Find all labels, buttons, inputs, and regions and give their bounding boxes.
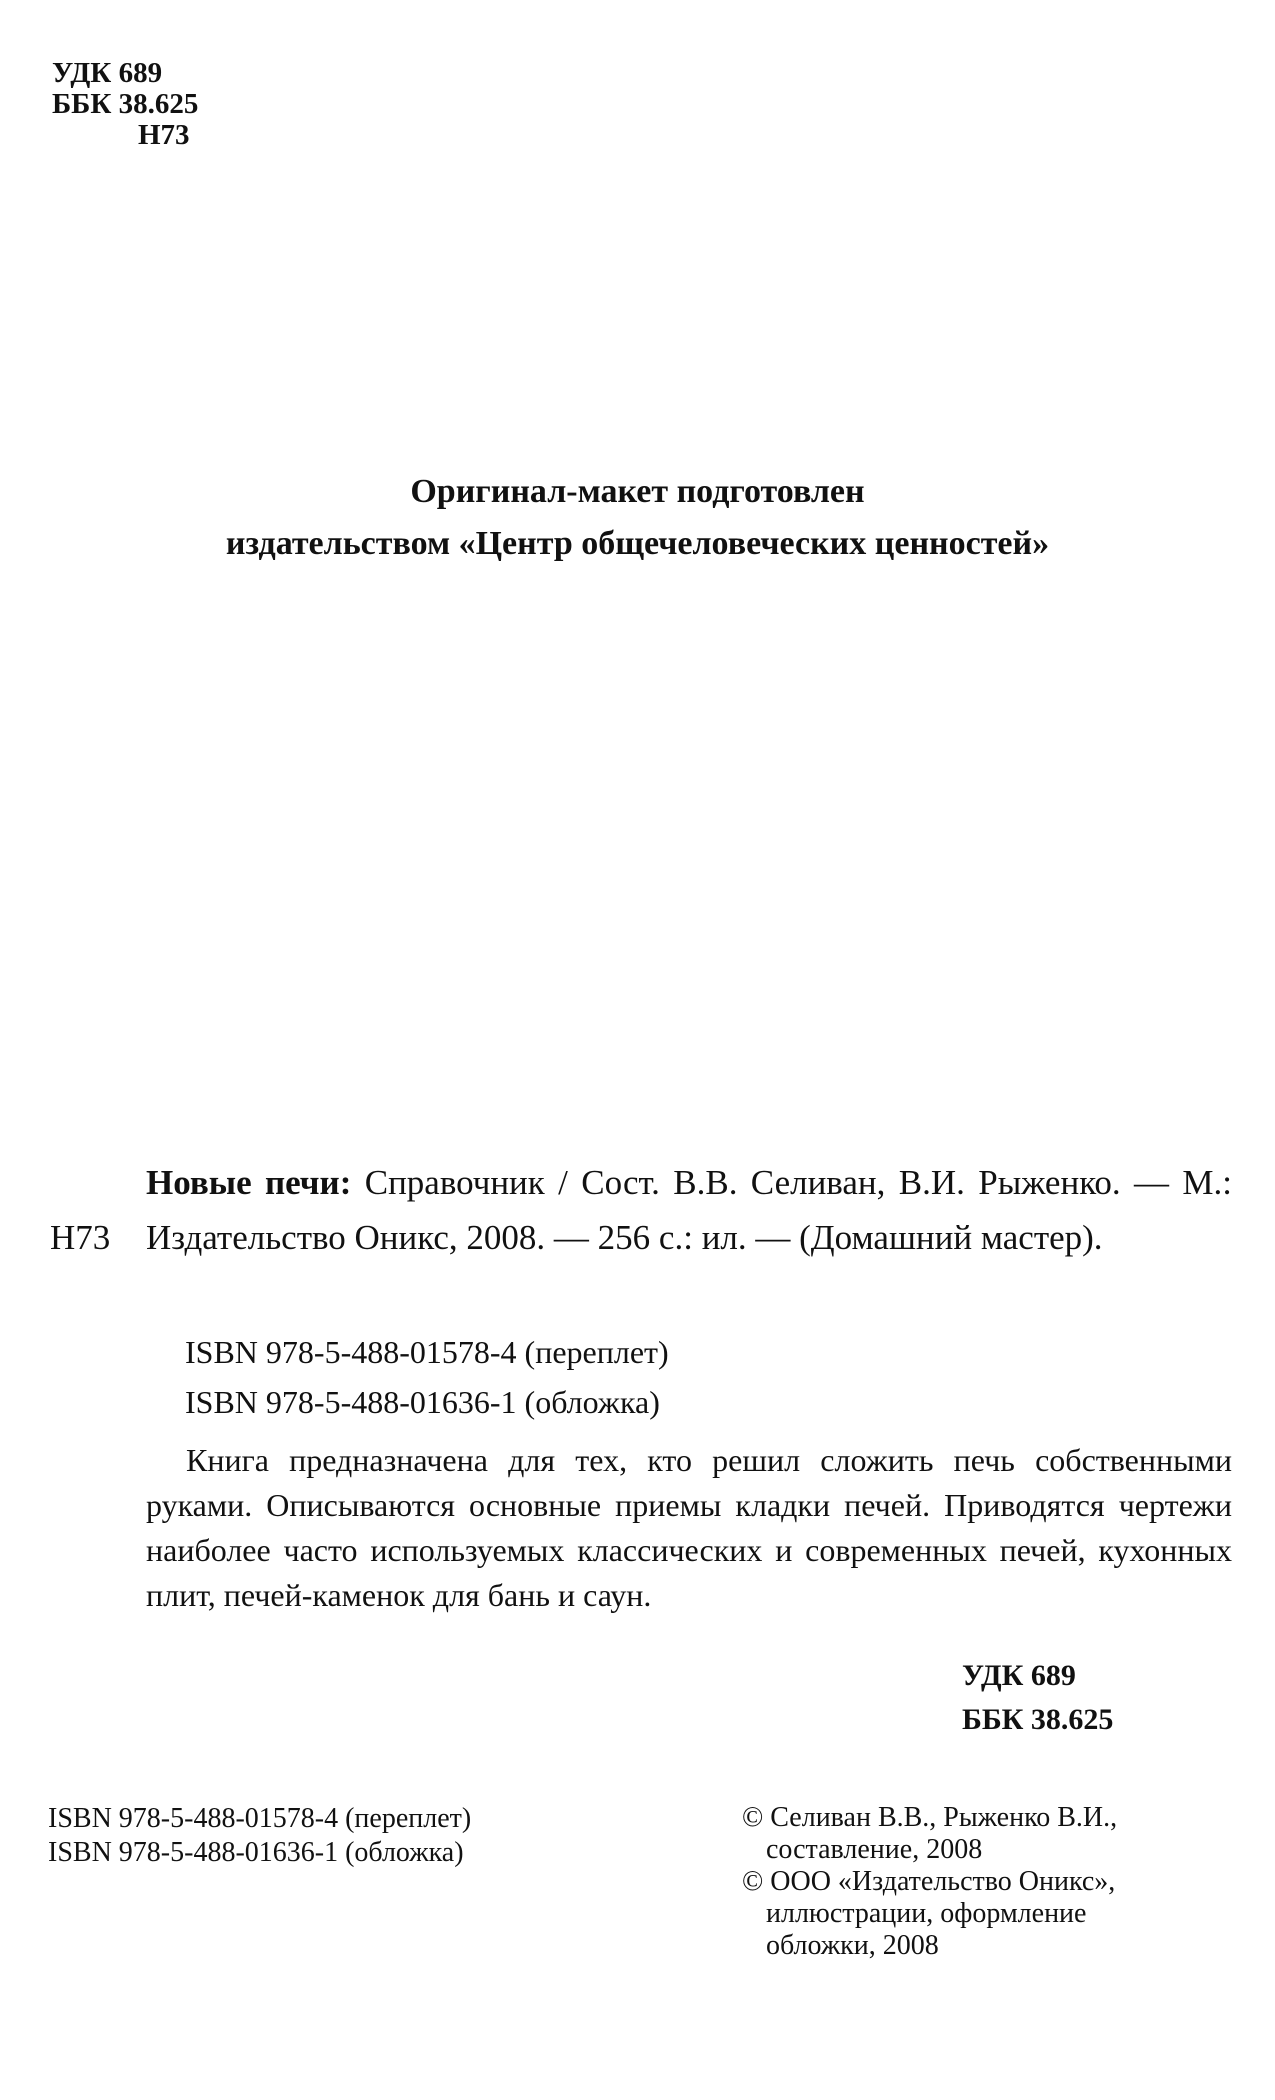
bibliographic-record xyxy=(50,1155,1232,1265)
copyright-publisher: © ООО «Издательство Оникс», xyxy=(742,1866,1116,1897)
isbn-footer-hardcover: ISBN 978-5-488-01578-4 (переплет) xyxy=(48,1803,472,1834)
udk-code-right: УДК 689 xyxy=(962,1659,1076,1692)
author-mark: Н73 xyxy=(138,119,190,151)
prepared-by-line-2: издательством «Центр общечеловеческих ценностей» xyxy=(225,525,1050,562)
isbn-softcover: ISBN 978-5-488-01636-1 (обложка) xyxy=(185,1384,660,1420)
bbk-code: ББК 38.625 xyxy=(52,88,199,120)
book-annotation: Книга предназначена для тех, кто решил сложить печь собственными руками. Описываются основные приемы кладки печей. Приводятся чертежи наиболее часто используемых классических и современных печей, кухонных плит, печей-каменок для бань и саун. xyxy=(146,1442,1232,1613)
copyright-compilers-detail: составление, 2008 xyxy=(766,1834,983,1865)
copyright-publisher-detail-1: иллюстрации, оформление xyxy=(766,1898,1087,1929)
copyright-publisher-detail-2: обложки, 2008 xyxy=(766,1930,939,1961)
isbn-list xyxy=(185,1327,669,1427)
isbn-footer xyxy=(48,1802,471,1870)
bibliographic-author-mark: Н73 xyxy=(50,1218,111,1257)
copyright-compilers: © Селиван В.В., Рыженко В.И., xyxy=(742,1802,1118,1833)
udk-code: УДК 689 xyxy=(52,57,163,89)
classification-codes-top xyxy=(52,58,198,151)
prepared-by-statement xyxy=(0,466,1275,570)
isbn-hardcover: ISBN 978-5-488-01578-4 (переплет) xyxy=(185,1334,669,1370)
bibliographic-details: Справочник / Сост. В.В. Селиван, В.И. Рыженко. — М.: Издательство Оникс, 2008. — 256 с.: ил. — (Домашний мастер). xyxy=(146,1163,1232,1257)
classification-codes-right xyxy=(962,1654,1113,1742)
copyright-notice xyxy=(742,1802,1242,1962)
prepared-by-line-1: Оригинал-макет подготовлен xyxy=(410,473,865,510)
bbk-code-right: ББК 38.625 xyxy=(962,1703,1114,1736)
book-title: Новые печи: xyxy=(146,1163,352,1202)
isbn-footer-softcover: ISBN 978-5-488-01636-1 (обложка) xyxy=(48,1837,464,1868)
